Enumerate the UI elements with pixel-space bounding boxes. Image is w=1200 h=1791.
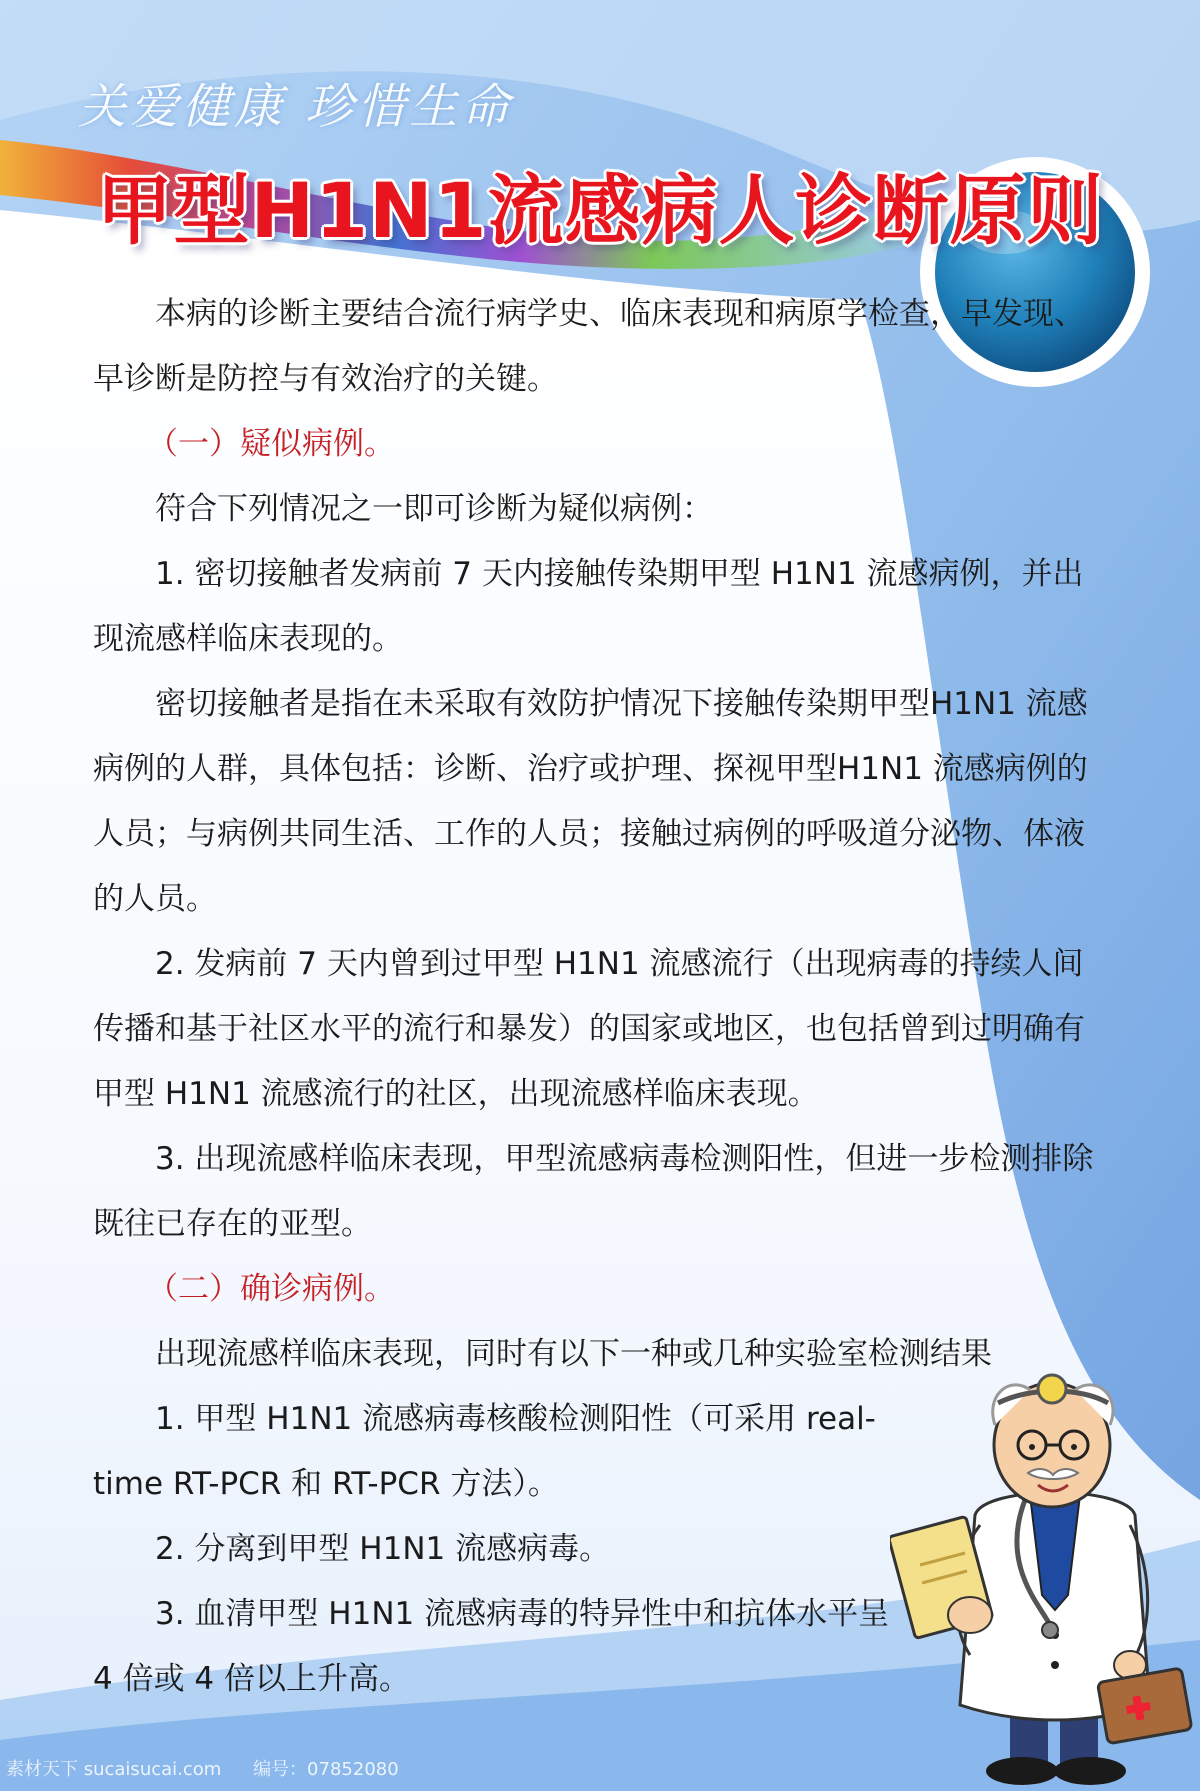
section1-item1: 1. 密切接触者发病前 7 天内接触传染期甲型 H1N1 流感病例，并出现流感样临床表现的。 [93,556,1084,657]
section2-item1: 1. 甲型 H1N1 流感病毒核酸检测阳性（可采用 real-time RT-PCR 和 RT-PCR 方法）。 [93,1401,876,1502]
section1-item3: 3. 出现流感样临床表现，甲型流感病毒检测阳性，但进一步检测排除既往已存在的亚型。 [93,1141,1094,1242]
section1-heading: （一）疑似病例。 [147,426,395,462]
intro-paragraph: 本病的诊断主要结合流行病学史、临床表现和病原学检查，早发现、早诊断是防控与有效治疗的关键。 [93,296,1085,397]
section1-lead: 符合下列情况之一即可诊断为疑似病例： [155,491,713,527]
doctor-illustration [890,1365,1200,1791]
page-title: 甲型H1N1流感病人诊断原则 [96,166,1104,255]
section2-lead: 出现流感样临床表现，同时有以下一种或几种实验室检测结果 [155,1336,992,1372]
section2-item3: 3. 血清甲型 H1N1 流感病毒的特异性中和抗体水平呈 4 倍或 4 倍以上升高。 [93,1596,890,1697]
section2-item2: 2. 分离到甲型 H1N1 流感病毒。 [155,1531,611,1567]
watermark [6,1755,399,1781]
section1-item1-note: 密切接触者是指在未采取有效防护情况下接触传染期甲型H1N1 流感病例的人群，具体包括：诊断、治疗或护理、探视甲型H1N1 流感病例的人员；与病例共同生活、工作的人员；接触过病例的呼吸道分泌物、体液的人员。 [93,686,1088,917]
section1-item2: 2. 发病前 7 天内曾到过甲型 H1N1 流感流行（出现病毒的持续人间传播和基于社区水平的流行和暴发）的国家或地区，也包括曾到过明确有甲型 H1N1 流感流行的社区，出现流感样临床表现。 [93,946,1085,1112]
watermark-site: 素材天下 sucaisucai.com [6,1759,222,1780]
section2-heading: （二）确诊病例。 [147,1271,395,1307]
watermark-code: 编号：07852080 [253,1759,399,1780]
slogan: 关爱健康 珍惜生命 [78,79,514,135]
